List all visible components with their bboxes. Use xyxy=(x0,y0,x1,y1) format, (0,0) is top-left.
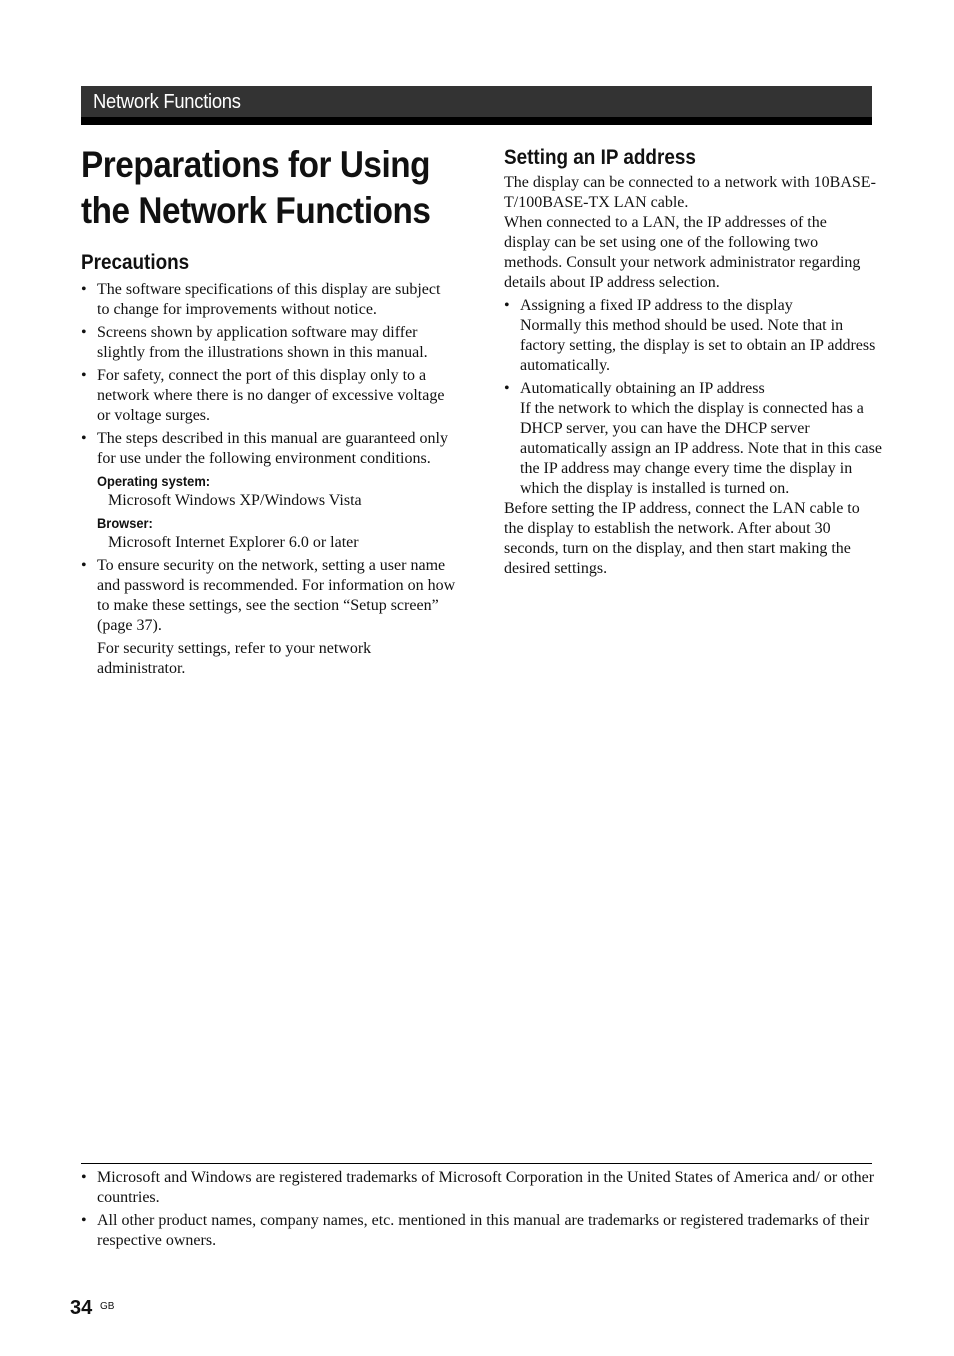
left-column xyxy=(81,142,456,679)
os-label: Operating system: xyxy=(97,473,211,489)
os-value: Microsoft Windows XP/Windows Vista xyxy=(108,492,362,509)
ip-method-body: If the network to which the display is connected has a DHCP server, you can have the DHCP server automatically assign an IP address. Note that in this case the IP address may change every time the display in which the display is installed is turned on. xyxy=(520,400,882,497)
page-title-line-2: the Network Functions xyxy=(81,190,431,231)
section-header-title: Network Functions xyxy=(93,91,241,113)
footnotes xyxy=(81,1168,876,1254)
list-item xyxy=(504,296,876,376)
ip-method-title: • Assigning a fixed IP address to the display xyxy=(520,297,793,314)
browser-label: Browser: xyxy=(97,515,153,531)
precautions-list xyxy=(81,280,456,636)
list-item: • To ensure security on the network, setting a user name and password is recommended. For information on how to make these settings, see the section “Setup screen” (page 37). xyxy=(81,556,456,636)
ip-paragraph-1: The display can be connected to a network with 10BASE-T/100BASE-TX LAN cable. xyxy=(504,174,876,211)
list-item: • All other product names, company names, etc. mentioned in this manual are trademarks or registered trademarks of their respective owners. xyxy=(81,1211,876,1251)
page-number: 34 xyxy=(70,1297,93,1319)
page-title xyxy=(81,142,459,234)
page-region-code: GB xyxy=(100,1301,115,1312)
precautions-heading: Precautions xyxy=(81,251,190,274)
list-item: • Screens shown by application software may differ slightly from the illustrations shown in this manual. xyxy=(81,323,456,363)
ip-paragraph-3: Before setting the IP address, connect the LAN cable to the display to establish the network. After about 30 seconds, turn on the display, and then start making the desired settings. xyxy=(504,500,860,577)
right-column xyxy=(504,142,882,579)
ip-methods-list xyxy=(504,296,882,499)
page-title-line-1: Preparations for Using xyxy=(81,144,431,185)
ip-method-title: • Automatically obtaining an IP address xyxy=(520,380,765,397)
ip-method-body: Normally this method should be used. Note that in factory setting, the display is set to obtain an IP address automatically. xyxy=(520,317,876,374)
footnote-divider xyxy=(81,1163,872,1164)
ip-paragraph-2: When connected to a LAN, the IP addresses of the display can be set using one of the following two methods. Consult your network administrator regarding details about IP address selection. xyxy=(504,214,861,291)
list-item xyxy=(81,429,456,553)
section-header-bar xyxy=(81,86,872,125)
security-note: For security settings, refer to your network administrator. xyxy=(97,640,372,677)
environment-conditions-text: The steps described in this manual are guaranteed only for use under the following environment conditions. xyxy=(97,430,448,467)
list-item xyxy=(504,379,882,499)
ip-address-heading: Setting an IP address xyxy=(504,146,696,169)
list-item: • The software specifications of this display are subject to change for improvements without notice. xyxy=(81,280,456,320)
footnote-list xyxy=(81,1168,876,1251)
list-item: • Microsoft and Windows are registered trademarks of Microsoft Corporation in the United States of America and/ or other countries. xyxy=(81,1168,876,1208)
browser-value: Microsoft Internet Explorer 6.0 or later xyxy=(108,534,359,551)
list-item: • For safety, connect the port of this display only to a network where there is no danger of excessive voltage or voltage surges. xyxy=(81,366,456,426)
